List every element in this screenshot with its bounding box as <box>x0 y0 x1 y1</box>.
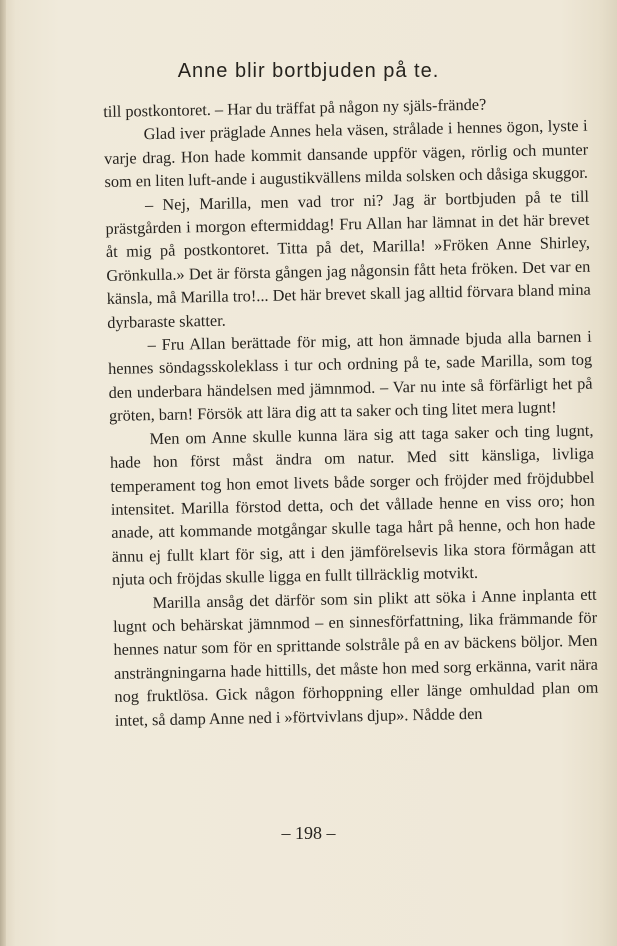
paragraph-1: till postkontoret. – Har du träffat på någon ny själs-frände? <box>103 94 487 121</box>
paragraph-4: – Fru Allan berättade för mig, att hon ämnade bjuda alla barnen i hennes söndagsskoleklass i tur och ordning på te, sade Marilla, som tog den underbara händelsen med jämnmod. – Var nu inte så förfärligt het på gröten, barn! Försök att lära dig att ta saker och ting litet mera lugnt! <box>107 326 593 426</box>
paragraph-2: Glad iver präglade Annes hela väsen, strålade i hennes ögon, lyste i varje drag. Hon hade kommit dansande uppför vägen, rörlig och munter som en liten luft-ande i augustikvällens milda solsken och dåsiga skuggor. <box>103 116 589 192</box>
paragraph-5: Men om Anne skulle kunna lära sig att taga saker och ting lugnt, hade hon först måst ändra om natur. Med sitt känsliga, livliga temperament tog hon emot livets både sorger och fröjder med fröjdubbel intensitet. Marilla förstod detta, och det vållade henne en viss oro; hon anade, att kommande motgångar skulle taga hårt på henne, och hon hade ännu ej fullt klart för sig, att i den jämförelsevis lika stora förmågan att njuta och fröjdas skulle ligga en fullt tillräcklig motvikt. <box>109 420 596 590</box>
body-text <box>103 91 599 732</box>
page-number: – 198 – <box>281 823 336 843</box>
paragraph-6: Marilla ansåg det därför som sin plikt att söka i Anne inplanta ett lugnt och behärskat jämnmod – en sinnesförfattning, lika främmande för hennes natur som för en sprittande solstråle på en av bäckens böljor. Men ansträngningarna hade hittills, det måste hon med sorg erkänna, varit nära nog fruktlösa. Gick någon förhoppning eller länge omhuldad plan om intet, så damp Anne ned i »förtvivlans djup». Nådde den <box>112 584 599 730</box>
paragraph-3: – Nej, Marilla, men vad tror ni? Jag är bortbjuden på te till prästgården i morgon eftermiddag! Fru Allan har lämnat in det här brevet åt mig på postkontoret. Titta på det, Marilla! »Fröken Anne Shirley, Grönkulla.» Det är första gången jag någonsin fått heta fröken. Det var en känsla, må Marilla tro!... Det här brevet skall jag alltid förvara bland mina dyrbaraste skatter. <box>105 186 591 332</box>
running-header: Anne blir bortbjuden på te. <box>177 60 440 82</box>
